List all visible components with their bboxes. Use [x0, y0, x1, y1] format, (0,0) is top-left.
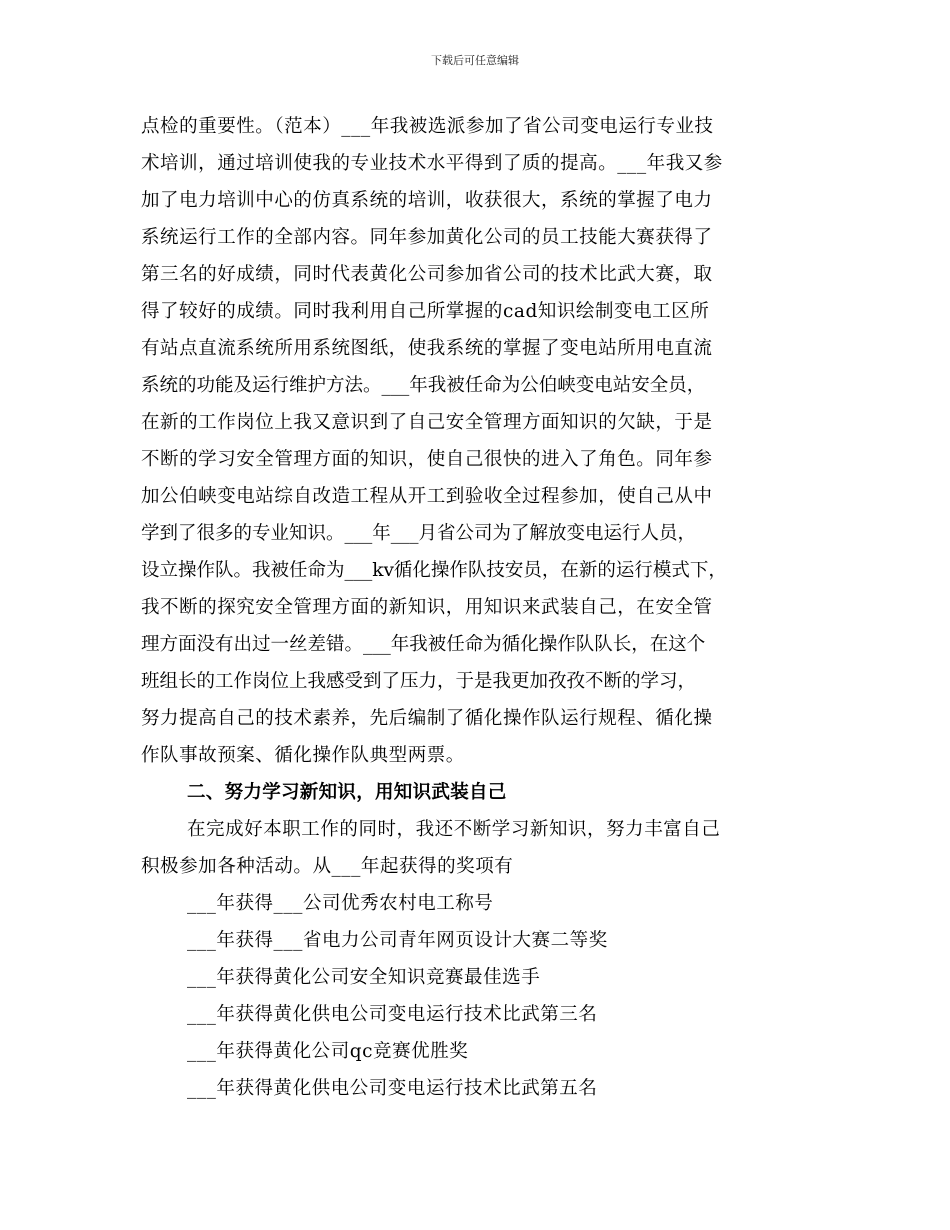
paragraph-line: 系统运行工作的全部内容。同年参加黄化公司的员工技能大赛获得了 — [141, 227, 713, 248]
award-item: ___年获得黄化供电公司变电运行技术比武第五名 — [187, 1078, 598, 1099]
award-item: ___年获得黄化公司qc竞赛优胜奖 — [187, 1041, 469, 1062]
award-item: ___年获得黄化供电公司变电运行技术比武第三名 — [187, 1004, 598, 1025]
paragraph-line: 得了较好的成绩。同时我利用自己所掌握的cad知识绘制变电工区所 — [141, 301, 710, 322]
paragraph-line: 我不断的探究安全管理方面的新知识，用知识来武装自己，在安全管 — [141, 597, 713, 618]
paragraph-line: 加了电力培训中心的仿真系统的培训，收获很大，系统的掌握了电力 — [141, 190, 713, 211]
award-item: ___年获得___公司优秀农村电工称号 — [187, 893, 494, 914]
paragraph-line: 学到了很多的专业知识。___年___月省公司为了解放变电运行人员， — [141, 523, 697, 544]
section-heading: 二、努力学习新知识，用知识武装自己 — [187, 782, 507, 803]
award-item: ___年获得黄化公司安全知识竞赛最佳选手 — [187, 967, 541, 988]
paragraph-line: 设立操作队。我被任命为___kv循化操作队技安员，在新的运行模式下， — [141, 560, 727, 581]
paragraph-line: 第三名的好成绩，同时代表黄化公司参加省公司的技术比武大赛，取 — [141, 264, 713, 285]
paragraph-line: 积极参加各种活动。从___年起获得的奖项有 — [141, 856, 514, 877]
page-header: 下载后可任意编辑 — [431, 54, 519, 67]
paragraph-line: 作队事故预案、循化操作队典型两票。 — [141, 745, 465, 766]
paragraph-line: 不断的学习安全管理方面的知识，使自己很快的进入了角色。同年参 — [141, 449, 713, 470]
paragraph-line: 班组长的工作岗位上我感受到了压力，于是我更加孜孜不断的学习， — [141, 671, 697, 692]
section-2-intro — [141, 811, 831, 885]
paragraph-line: 在新的工作岗位上我又意识到了自己安全管理方面知识的欠缺，于是 — [141, 412, 713, 433]
paragraph-line: 点检的重要性。（范本）___年我被选派参加了省公司变电运行专业技 — [141, 116, 714, 137]
document-body — [141, 108, 831, 1107]
paragraph-line: 有站点直流系统所用系统图纸，使我系统的掌握了变电站所用电直流 — [141, 338, 713, 359]
paragraph-line: 理方面没有出过一丝差错。___年我被任命为循化操作队队长，在这个 — [141, 634, 706, 655]
awards-list — [141, 885, 831, 1107]
paragraph-line: 加公伯峡变电站综自改造工程从开工到验收全过程参加，使自己从中 — [141, 486, 713, 507]
paragraph-line: 系统的功能及运行维护方法。___年我被任命为公伯峡变电站安全员， — [141, 375, 706, 396]
paragraph-line: 努力提高自己的技术素养，先后编制了循化操作队运行规程、循化操 — [141, 708, 713, 729]
paragraph-line: 在完成好本职工作的同时，我还不断学习新知识，努力丰富自己 — [187, 819, 721, 840]
paragraph-line: 术培训，通过培训使我的专业技术水平得到了质的提高。___年我又参 — [141, 153, 723, 174]
award-item: ___年获得___省电力公司青年网页设计大赛二等奖 — [187, 930, 608, 951]
paragraph-1 — [141, 108, 831, 774]
